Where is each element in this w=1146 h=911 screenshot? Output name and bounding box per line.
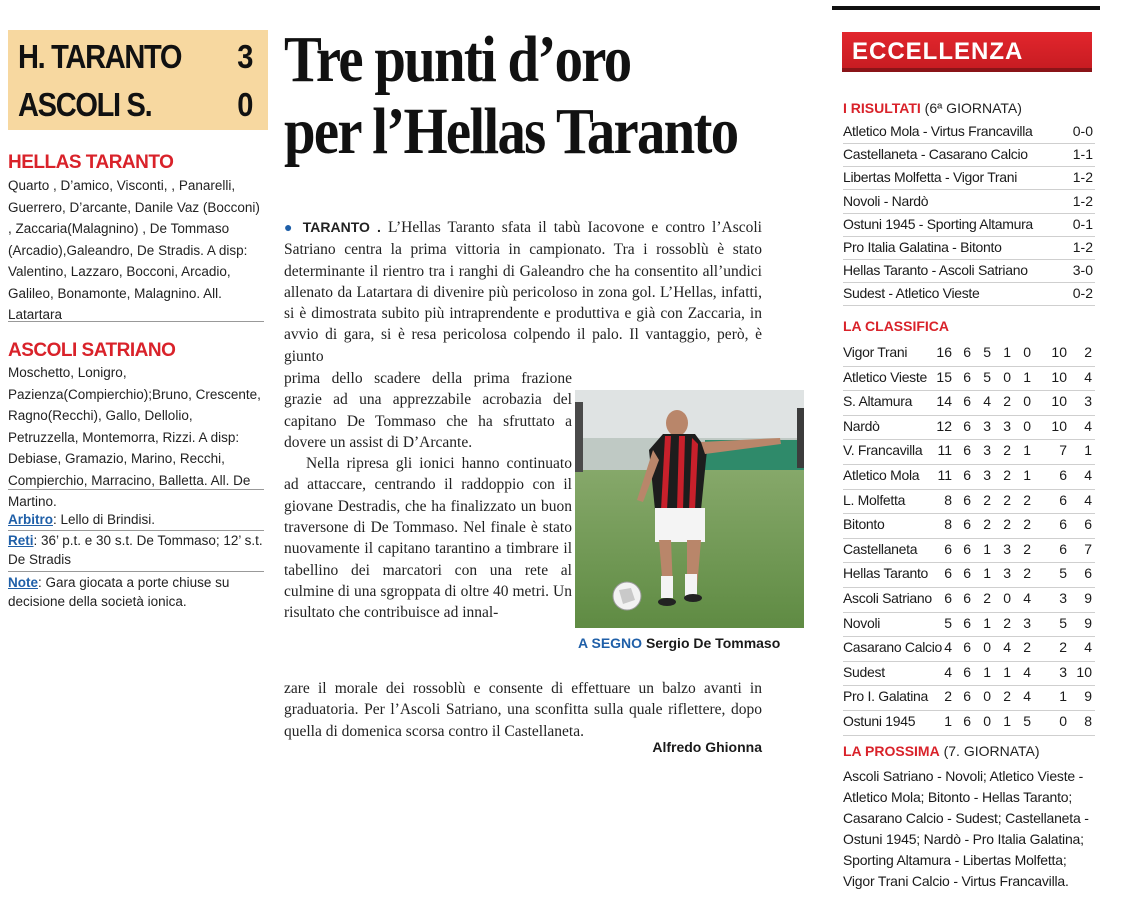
standings-drawn: 1 <box>1003 344 1011 360</box>
standings-played: 6 <box>963 368 971 385</box>
standings-goals-for: 5 <box>1059 565 1067 582</box>
score-row-home <box>18 38 253 78</box>
standings-lost: 5 <box>1023 713 1031 729</box>
standings-points: 5 <box>944 614 952 631</box>
standings-points: 8 <box>944 516 952 533</box>
result-match: Ostuni 1945 - Sporting Altamura <box>843 215 1033 232</box>
result-score: 1-2 <box>1072 169 1093 186</box>
standings-goals-for: 0 <box>1059 713 1067 729</box>
standings-played: 6 <box>963 688 971 705</box>
standings-drawn: 2 <box>1003 467 1011 483</box>
home-team-name: H. TARANTO <box>18 38 182 75</box>
goals-value: : 36’ p.t. e 30 s.t. De Tommaso; 12’ s.t. De Stradis <box>8 533 263 567</box>
standings-points: 15 <box>936 368 952 385</box>
standings-goals-for: 10 <box>1051 417 1067 434</box>
standings-row <box>843 464 1095 490</box>
result-row <box>843 213 1095 237</box>
result-match: Novoli - Nardò <box>843 192 929 209</box>
standings-goals-for: 10 <box>1051 368 1067 385</box>
result-row <box>843 120 1095 144</box>
standings-lost: 3 <box>1023 614 1031 631</box>
standings-row <box>843 390 1095 416</box>
standings-goals-for: 6 <box>1059 516 1067 533</box>
goals-label: Reti <box>8 533 34 548</box>
standings-goals-for: 7 <box>1059 442 1067 459</box>
standings-played: 6 <box>963 393 971 410</box>
standings-drawn: 0 <box>1003 368 1011 385</box>
standings-won: 1 <box>983 565 991 582</box>
standings-heading <box>843 318 949 334</box>
results-title: I RISULTATI <box>843 100 921 116</box>
standings-points: 6 <box>944 565 952 582</box>
standings-goals-against: 1 <box>1084 442 1092 459</box>
next-round-number: (7. GIORNATA) <box>939 743 1040 759</box>
standings-played: 6 <box>963 491 971 508</box>
standings-lost: 0 <box>1023 344 1031 360</box>
standings-drawn: 4 <box>1003 639 1011 656</box>
standings-drawn: 0 <box>1003 590 1011 606</box>
standings-row <box>843 513 1095 539</box>
standings-team: L. Molfetta <box>843 491 906 508</box>
result-score: 3-0 <box>1072 262 1093 279</box>
standings-row <box>843 366 1095 392</box>
standings-won: 0 <box>983 639 991 656</box>
standings-row <box>843 710 1095 736</box>
standings-won: 0 <box>983 688 991 705</box>
away-team-name: ASCOLI S. <box>18 86 152 123</box>
goals-info <box>8 531 264 572</box>
article-body-bottom: zare il morale dei rossoblù e consente di effettuare un balzo avanti in graduatoria. Per l’Ascoli Satriano, una sconfitta sulla quale riflettere, dopo quella di domenica scorsa contro il Castellaneta. <box>284 680 762 740</box>
standings-goals-against: 9 <box>1084 614 1092 631</box>
standings-goals-for: 3 <box>1059 663 1067 680</box>
standings-goals-for: 6 <box>1059 491 1067 508</box>
standings-drawn: 3 <box>1003 540 1011 557</box>
standings-drawn: 2 <box>1003 393 1011 410</box>
standings-team: Ostuni 1945 <box>843 713 916 729</box>
standings-team: Pro I. Galatina <box>843 688 928 705</box>
standings-drawn: 3 <box>1003 417 1011 434</box>
standings-won: 5 <box>983 344 991 360</box>
standings-points: 2 <box>944 688 952 705</box>
standings-points: 4 <box>944 663 952 680</box>
standings-drawn: 2 <box>1003 491 1011 508</box>
standings-goals-against: 7 <box>1084 540 1092 557</box>
match-photo-image <box>575 390 804 628</box>
standings-drawn: 2 <box>1003 688 1011 705</box>
photo-caption <box>578 635 810 651</box>
standings-team: S. Altamura <box>843 393 913 410</box>
standings-drawn: 2 <box>1003 614 1011 631</box>
standings-played: 6 <box>963 417 971 434</box>
photo-caption-lead: A SEGNO <box>578 635 643 651</box>
referee-label: Arbitro <box>8 512 53 527</box>
standings-played: 6 <box>963 344 971 360</box>
article-paragraph-1-continued: prima dello scadere della prima frazione grazie ad una apprezzabile acrobazia del capitano De Tommaso che ha sfruttato a dovere un assist di D’Arcante. <box>284 370 572 451</box>
notes-info <box>8 573 264 613</box>
match-photo <box>575 390 804 628</box>
scorebox <box>8 30 268 130</box>
standings-team: Novoli <box>843 614 881 631</box>
standings-won: 1 <box>983 614 991 631</box>
standings-row <box>843 538 1095 564</box>
standings-goals-against: 2 <box>1084 344 1092 360</box>
standings-played: 6 <box>963 516 971 533</box>
standings-goals-against: 6 <box>1084 516 1092 533</box>
result-score: 1-2 <box>1072 239 1093 255</box>
standings-team: Casarano Calcio <box>843 639 942 656</box>
standings-goals-against: 4 <box>1084 467 1092 483</box>
standings-points: 11 <box>937 442 952 459</box>
next-round-title: LA PROSSIMA <box>843 743 940 759</box>
result-row <box>843 190 1095 214</box>
result-match: Libertas Molfetta - Vigor Trani <box>843 169 1018 186</box>
standings-lost: 2 <box>1023 565 1031 582</box>
sidebar-top-rule <box>832 6 1100 10</box>
standings-points: 1 <box>944 713 952 729</box>
result-row <box>843 282 1095 306</box>
standings-goals-against: 9 <box>1084 590 1092 606</box>
standings-won: 2 <box>983 516 991 533</box>
standings-goals-against: 10 <box>1076 663 1092 680</box>
photo-caption-name: Sergio De Tommaso <box>645 635 781 651</box>
standings-points: 6 <box>944 540 952 557</box>
standings-won: 4 <box>983 393 991 410</box>
home-lineup-text: Quarto , D’amico, Visconti, , Panarelli, Guerrero, D’arcante, Danile Vaz (Bocconi) , Zaccaria(Malagnino) , De Tommaso (Arcadio),Galeandro, De Stradis. A disp: Valentino, Lazzaro, Bocconi, Arcadio, Galileo, Bonamonte, Malagnino. All. Latartara <box>8 175 264 322</box>
result-match: Castellaneta - Casarano Calcio <box>843 146 1028 163</box>
headline-line-2: per l’Hellas Taranto <box>284 95 738 168</box>
standings-lost: 4 <box>1023 590 1031 606</box>
article-body-narrow <box>284 368 572 624</box>
standings-goals-for: 6 <box>1059 467 1067 483</box>
away-lineup-text: Moschetto, Lonigro, Pazienza(Compierchio);Bruno, Crescente, Ragno(Recchi), Gallo, Dellolio, Petruzzella, Montemorra, Rizzi. A disp: Debiase, Gramazio, Marino, Recchi, Compierchio, Marracino, Balletta. All. De Martino. <box>8 362 264 490</box>
dateline-bullet-icon: ● <box>284 221 296 236</box>
standings-points: 16 <box>936 344 952 360</box>
standings-title: LA CLASSIFICA <box>843 318 950 334</box>
standings-goals-for: 10 <box>1051 344 1067 360</box>
dateline: TARANTO . <box>302 219 381 235</box>
standings-won: 2 <box>983 491 991 508</box>
standings-points: 14 <box>936 393 952 410</box>
standings-played: 6 <box>963 540 971 557</box>
standings-goals-against: 8 <box>1084 713 1092 729</box>
result-match: Sudest - Atletico Vieste <box>843 285 980 302</box>
result-row <box>843 259 1095 283</box>
result-row <box>843 236 1095 260</box>
standings-won: 3 <box>983 442 991 459</box>
article-paragraph-2: Nella ripresa gli ionici hanno continuato ad attaccare, centrando il raddoppio con il giovane Destradis, che ha finalizzato un buon traversone di De Tommaso. Nel finale è stato nuovamente il capitano tarantino a timbrare il tabellino dei marcatori con una rete al culmine di una sgroppata di oltre 40 metri. Un risultato che contribuisce ad innal- <box>284 455 572 622</box>
results-round: (6ª GIORNATA) <box>920 100 1022 116</box>
standings-lost: 2 <box>1023 639 1031 656</box>
standings-row <box>843 415 1095 441</box>
standings-played: 6 <box>963 590 971 606</box>
standings-played: 6 <box>963 663 971 680</box>
standings-goals-against: 3 <box>1084 393 1092 410</box>
standings-lost: 2 <box>1023 516 1031 533</box>
standings-played: 6 <box>963 713 971 729</box>
standings-lost: 2 <box>1023 491 1031 508</box>
standings-points: 4 <box>944 639 952 656</box>
standings-drawn: 2 <box>1003 516 1011 533</box>
result-row <box>843 143 1095 167</box>
standings-goals-for: 5 <box>1059 614 1067 631</box>
standings-goals-for: 1 <box>1059 688 1067 705</box>
standings-goals-against: 9 <box>1084 688 1092 705</box>
standings-played: 6 <box>963 639 971 656</box>
standings-points: 12 <box>936 417 952 434</box>
standings-goals-against: 4 <box>1084 639 1092 656</box>
standings-team: Hellas Taranto <box>843 565 929 582</box>
result-match: Atletico Mola - Virtus Francavilla <box>843 123 1033 139</box>
standings-goals-for: 6 <box>1059 540 1067 557</box>
standings-row <box>843 489 1095 515</box>
standings-goals-against: 4 <box>1084 417 1092 434</box>
next-round-fixtures: Ascoli Satriano - Novoli; Atletico Vieste - Atletico Mola; Bitonto - Hellas Taranto; Casarano Calcio - Sudest; Castellaneta - Ostuni 1945; Nardò - Pro Italia Galatina; Sporting Altamura - Libertas Molfetta; Vigor Trani Calcio - Virtus Francavilla. <box>843 768 1089 889</box>
standings-won: 0 <box>983 713 991 729</box>
home-lineup-title: HELLAS TARANTO <box>8 152 174 173</box>
standings-team: Atletico Mola <box>843 467 920 483</box>
result-score: 1-2 <box>1072 192 1093 209</box>
notes-label: Note <box>8 575 38 590</box>
standings-lost: 1 <box>1023 442 1031 459</box>
standings-team: Castellaneta <box>843 540 918 557</box>
standings-goals-for: 2 <box>1059 639 1067 656</box>
next-round-heading <box>843 743 1040 759</box>
standings-team: Nardò <box>843 417 880 434</box>
standings-lost: 1 <box>1023 467 1031 483</box>
standings-goals-for: 3 <box>1059 590 1067 606</box>
standings-row <box>843 439 1095 465</box>
article-byline: Alfredo Ghionna <box>652 739 762 755</box>
standings-lost: 0 <box>1023 417 1031 434</box>
standings-drawn: 3 <box>1003 565 1011 582</box>
standings-played: 6 <box>963 442 971 459</box>
standings-lost: 4 <box>1023 663 1031 680</box>
standings-won: 5 <box>983 368 991 385</box>
score-row-away <box>18 86 253 126</box>
standings-goals-against: 4 <box>1084 368 1092 385</box>
article-paragraph-1: L’Hellas Taranto sfata il tabù Iacovone e contro l’Ascoli Satriano centra la prima vittoria in campionato. Tra i rossoblù è stato determinante il rientro tra i ranghi di Galeandro che ha consentito all’undici allenato da Latartara di divenire più pericoloso in zona gol. L’Hellas, infatti, si è dimostrata subito più intraprendente e produttiva e già con Zaccaria, in avvio di gara, si è resa pericolosa colpendo il palo. Il vantaggio, però, è giunto <box>284 219 762 365</box>
standings-goals-against: 4 <box>1084 491 1092 508</box>
standings-row <box>843 341 1095 367</box>
result-score: 0-2 <box>1072 285 1093 302</box>
standings-points: 8 <box>944 491 952 508</box>
standings-points: 6 <box>944 590 952 606</box>
standings-row <box>843 587 1095 613</box>
standings-team: V. Francavilla <box>843 442 923 459</box>
result-match: Hellas Taranto - Ascoli Satriano <box>843 262 1028 279</box>
standings-row <box>843 562 1095 588</box>
standings-drawn: 1 <box>1003 713 1011 729</box>
result-score: 0-0 <box>1072 123 1093 139</box>
standings-won: 1 <box>983 540 991 557</box>
standings-won: 3 <box>983 417 991 434</box>
standings-team: Atletico Vieste <box>843 368 927 385</box>
standings-lost: 4 <box>1023 688 1031 705</box>
standings-won: 3 <box>983 467 991 483</box>
away-goals: 0 <box>237 86 253 123</box>
standings-goals-for: 10 <box>1051 393 1067 410</box>
standings-lost: 1 <box>1023 368 1031 385</box>
home-goals: 3 <box>237 38 253 75</box>
standings-row <box>843 612 1095 638</box>
standings-drawn: 2 <box>1003 442 1011 459</box>
result-score: 0-1 <box>1072 215 1093 232</box>
notes-value: : Gara giocata a porte chiuse su decisione della società ionica. <box>8 575 230 609</box>
standings-played: 6 <box>963 565 971 582</box>
standings-team: Ascoli Satriano <box>843 590 932 606</box>
away-lineup-title: ASCOLI SATRIANO <box>8 340 176 361</box>
article-body-top <box>284 217 762 367</box>
standings-team: Bitonto <box>843 516 885 533</box>
standings-goals-against: 6 <box>1084 565 1092 582</box>
standings-team: Sudest <box>843 663 885 680</box>
result-row <box>843 166 1095 190</box>
standings-row <box>843 636 1095 662</box>
result-match: Pro Italia Galatina - Bitonto <box>843 239 1002 255</box>
standings-team: Vigor Trani <box>843 344 908 360</box>
standings-won: 1 <box>983 663 991 680</box>
standings-drawn: 1 <box>1003 663 1011 680</box>
standings-lost: 0 <box>1023 393 1031 410</box>
standings-row <box>843 661 1095 687</box>
standings-row <box>843 685 1095 711</box>
standings-points: 11 <box>937 467 952 483</box>
standings-played: 6 <box>963 614 971 631</box>
referee-value: : Lello di Brindisi. <box>53 512 156 527</box>
headline-line-1: Tre punti d’oro <box>284 23 631 96</box>
result-score: 1-1 <box>1072 146 1093 163</box>
standings-played: 6 <box>963 467 971 483</box>
standings-won: 2 <box>983 590 991 606</box>
results-heading <box>843 100 1022 116</box>
article-headline <box>284 24 814 168</box>
league-banner: ECCELLENZA <box>842 32 1092 72</box>
standings-lost: 2 <box>1023 540 1031 557</box>
referee-info <box>8 510 264 531</box>
